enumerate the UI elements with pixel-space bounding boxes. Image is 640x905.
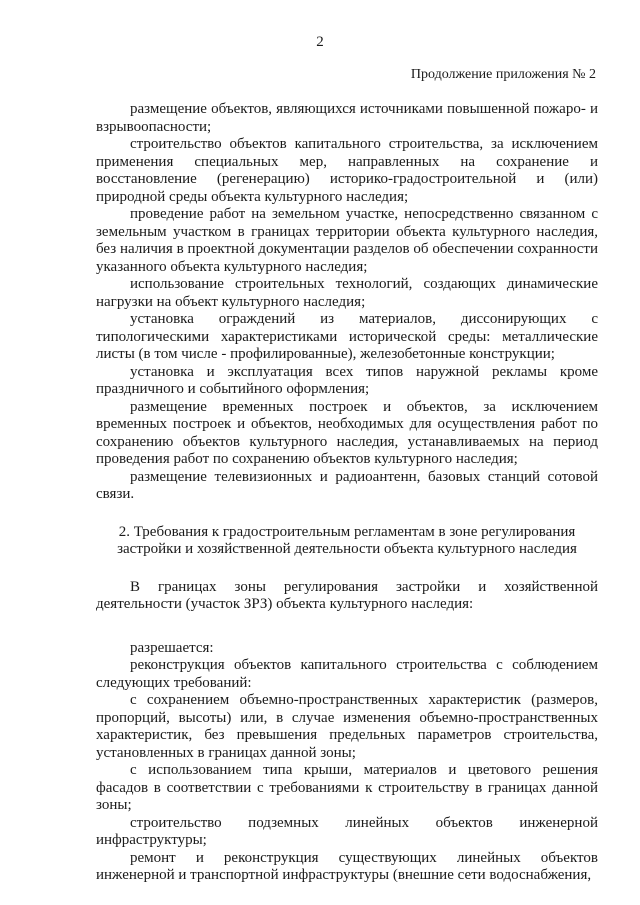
- allowed-item: строительство подземных линейных объектов инженерной инфраструктуры;: [96, 814, 598, 848]
- allowed-item: ремонт и реконструкция существующих линейных объектов инженерной и транспортной инфраструктуры (внешние сети водоснабжения,: [96, 849, 598, 883]
- section-heading: 2. Требования к градостроительным регламентам в зоне регулирования застройки и хозяйственной деятельности объекта культурного наследия: [117, 523, 577, 557]
- allowed-item: с сохранением объемно-пространственных характеристик (размеров, пропорций, высоты) или, в случае изменения объемно-пространственных характеристик, без превышения предельных параметров строительства, установленных в границах данной зоны;: [96, 692, 598, 761]
- zone-intro: В границах зоны регулирования застройки и хозяйственной деятельности (участок ЗРЗ) объекта культурного наследия:: [96, 578, 598, 612]
- appendix-continuation-note: Продолжение приложения № 2: [410, 67, 596, 82]
- prohibition-item: размещение телевизионных и радиоантенн, базовых станций сотовой связи.: [96, 468, 598, 502]
- prohibition-item: размещение объектов, являющихся источниками повышенной пожаро- и взрывоопасности;: [96, 101, 598, 135]
- prohibition-item: использование строительных технологий, создающих динамические нагрузки на объект культурного наследия;: [96, 276, 598, 310]
- allowed-item: реконструкция объектов капитального строительства с соблюдением следующих требований:: [96, 657, 598, 691]
- prohibition-item: проведение работ на земельном участке, непосредственно связанном с земельным участком в границах территории объекта культурного наследия, без наличия в проектной документации разделов об обеспечении сохранности указанного объекта культурного наследия;: [96, 206, 598, 275]
- allowed-item: с использованием типа крыши, материалов и цветового решения фасадов в соответствии с требованиями к строительству в границах данной зоны;: [96, 762, 598, 813]
- allowed-label: разрешается:: [130, 639, 214, 656]
- prohibition-item: строительство объектов капитального строительства, за исключением применения специальных мер, направленных на сохранение и восстановление (регенерацию) историко-градостроительной и (или) природной среды объекта культурного наследия;: [96, 136, 598, 205]
- prohibition-item: установка и эксплуатация всех типов наружной рекламы кроме праздничного и событийного оформления;: [96, 363, 598, 397]
- prohibition-item: установка ограждений из материалов, диссонирующих с типологическими характеристиками исторической среды: металлические листы (в том числе - профилированные), железобетонные конструкции;: [96, 311, 598, 362]
- document-body: [96, 101, 598, 885]
- page-number: 2: [316, 34, 324, 50]
- prohibition-item: размещение временных построек и объектов, за исключением временных построек и объектов, необходимых для осуществления работ по сохранению объектов культурного наследия, устанавливаемых на период проведения работ по сохранению объектов культурного наследия;: [96, 398, 598, 467]
